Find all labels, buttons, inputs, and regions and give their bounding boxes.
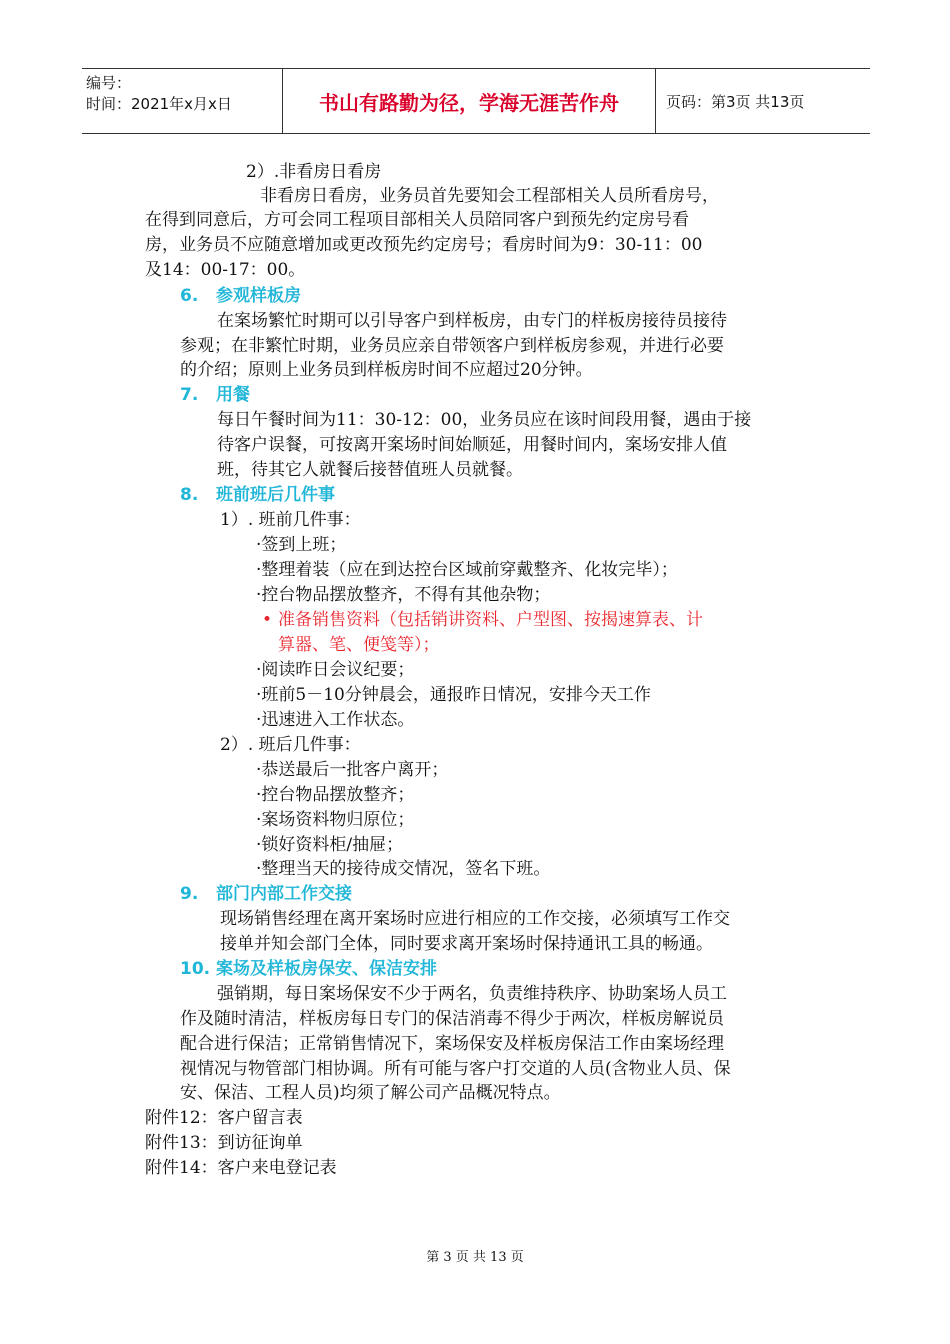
paragraph-line: 安、保洁、工程人员)均须了解公司产品概况特点。 bbox=[180, 1083, 561, 1103]
section-title: 部门内部工作交接 bbox=[216, 884, 352, 904]
list-item: ·锁好资料柜/抽屉； bbox=[256, 835, 404, 855]
paragraph-line: 及14：00-17：00。 bbox=[145, 260, 306, 280]
list-item: ·班前5－10分钟晨会，通报昨日情况，安排今天工作 bbox=[256, 685, 651, 705]
document-time-label: 时间：2021年x月x日 bbox=[86, 95, 232, 113]
page-footer: 第 3 页 共 13 页 bbox=[426, 1250, 524, 1265]
paragraph-line: 房，业务员不应随意增加或更改预先约定房号；看房时间为9：30-11：00 bbox=[145, 235, 703, 255]
section-heading bbox=[180, 483, 335, 507]
paragraph-line: 在得到同意后，方可会同工程项目部相关人员陪同客户到预先约定房号看 bbox=[145, 210, 689, 230]
paragraph-line: 每日午餐时间为11：30-12：00，业务员应在该时间段用餐，遇由于接 bbox=[217, 410, 752, 430]
section-heading bbox=[180, 383, 250, 407]
list-item: ·签到上班； bbox=[256, 535, 347, 555]
section-number: 9. bbox=[180, 884, 199, 904]
paragraph-line: 接单并知会部门全体，同时要求离开案场时保持通讯工具的畅通。 bbox=[220, 934, 713, 954]
paragraph-line: 现场销售经理在离开案场时应进行相应的工作交接，必须填写工作交 bbox=[220, 909, 730, 929]
list-item: ·案场资料物归原位； bbox=[256, 810, 415, 830]
section-number: 8. bbox=[180, 485, 199, 505]
paragraph-line: 待客户误餐，可按离开案场时间始顺延，用餐时间内，案场安排人值 bbox=[217, 435, 727, 455]
list-item: ·整理着装（应在到达控台区域前穿戴整齐、化妆完毕）； bbox=[256, 560, 678, 580]
list-item-highlighted bbox=[262, 608, 703, 632]
section-number: 7. bbox=[180, 385, 199, 405]
paragraph-line: 作及随时清洁，样板房每日专门的保洁消毒不得少于两次，样板房解说员 bbox=[180, 1009, 724, 1029]
header-page-info: 页码：第3页 共13页 bbox=[666, 92, 805, 111]
paragraph-line: 在案场繁忙时期可以引导客户到样板房，由专门的样板房接待员接待 bbox=[217, 311, 727, 331]
section-title: 班前班后几件事 bbox=[216, 485, 335, 505]
paragraph-line: 的介绍；原则上业务员到样板房时间不应超过20分钟。 bbox=[180, 360, 593, 380]
list-item: ·恭送最后一批客户离开； bbox=[256, 760, 449, 780]
header-motto: 书山有路勤为径，学海无涯苦作舟 bbox=[282, 69, 656, 133]
list-item: ·控台物品摆放整齐； bbox=[256, 785, 415, 805]
list-item: ·整理当天的接待成交情况，签名下班。 bbox=[256, 859, 551, 879]
paragraph-line: 参观；在非繁忙时期，业务员应亲自带领客户到样板房参观，并进行必要 bbox=[180, 336, 724, 356]
page-header bbox=[82, 68, 870, 134]
section-number: 6. bbox=[180, 286, 199, 306]
list-item-text: 准备销售资料（包括销讲资料、户型图、按揭速算表、计 bbox=[278, 610, 703, 630]
attachment-item: 附件13：到访征询单 bbox=[145, 1133, 303, 1153]
section-heading bbox=[180, 882, 352, 906]
paragraph-line: 班，待其它人就餐后接替值班人员就餐。 bbox=[217, 460, 523, 480]
subsection-title: 1）. 班前几件事： bbox=[220, 510, 361, 530]
paragraph-line: 视情况与物管部门相协调。所有可能与客户打交道的人员(含物业人员、保 bbox=[180, 1059, 731, 1079]
subsection-title: 2）. 班后几件事： bbox=[220, 735, 361, 755]
paragraph-line: 强销期，每日案场保安不少于两名，负责维持秩序、协助案场人员工 bbox=[217, 984, 727, 1004]
subsection-title: 2）.非看房日看房 bbox=[246, 162, 382, 182]
list-item: ·阅读昨日会议纪要； bbox=[256, 660, 415, 680]
document-number-label: 编号： bbox=[86, 74, 132, 92]
list-item-continuation: 算器、笔、便笺等）； bbox=[278, 635, 440, 655]
list-item: ·迅速进入工作状态。 bbox=[256, 710, 415, 730]
list-item: ·控台物品摆放整齐，不得有其他杂物； bbox=[256, 585, 551, 605]
bullet-icon: • bbox=[262, 610, 273, 630]
attachment-item: 附件14：客户来电登记表 bbox=[145, 1158, 337, 1178]
paragraph-line: 非看房日看房，业务员首先要知会工程部相关人员所看房号， bbox=[260, 186, 719, 206]
section-heading bbox=[180, 284, 301, 308]
section-title: 案场及样板房保安、保洁安排 bbox=[216, 959, 437, 979]
header-meta bbox=[82, 69, 282, 133]
section-heading bbox=[180, 957, 437, 981]
section-title: 参观样板房 bbox=[216, 286, 301, 306]
paragraph-line: 配合进行保洁；正常销售情况下，案场保安及样板房保洁工作由案场经理 bbox=[180, 1034, 724, 1054]
section-number: 10. bbox=[180, 959, 211, 979]
section-title: 用餐 bbox=[216, 385, 250, 405]
attachment-item: 附件12：客户留言表 bbox=[145, 1108, 303, 1128]
